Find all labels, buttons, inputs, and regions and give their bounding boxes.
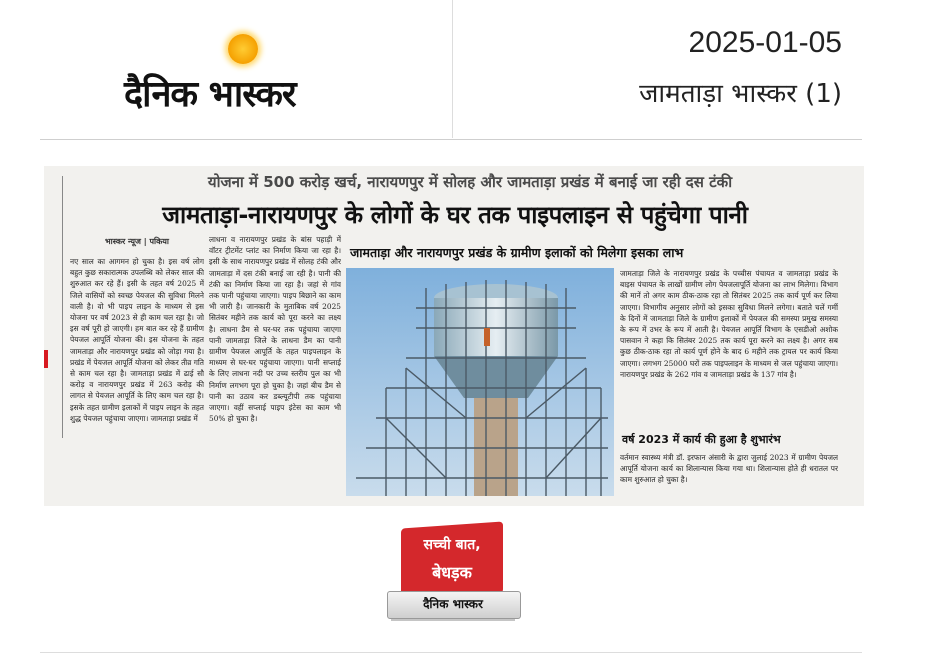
header-divider — [452, 0, 453, 138]
article-column-4: वर्तमान स्वास्थ्य मंत्री डॉ. इरफान अंसारी के द्वारा जुलाई 2023 में ग्रामीण पेयजल आपूर्ति योजना कार्य का शिलान्यास किया गया था। शिलान्यास होते ही धरातल पर काम शुरुआत हो चुका है। — [620, 453, 838, 485]
article-column-2: लाधना व नारायणपुर प्रखंड के बांस पहाड़ी में वॉटर ट्रीटमेंट प्लांट का निर्माण किया जा रहा है। इसी के साथ नारायणपुर प्रखंड में सोलह टंकी और जामताड़ा में दस टंकी बनाई जा रही है। पानी की टंकी का निर्माण किया जा रहा है। जहां से गांव तक पानी पहुंचाया जाएगा। पाइप बिछाने का काम भी जारी है। जानकारी के मुताबिक वर्ष 2025 सितंबर महीने तक कार्य को पूरा करने का लक्ष्य है। लाधना डैम से घर-घर तक पहुंचाया जाएगा पानी जामताड़ा जिले के लाधना डैम का पानी ग्रामीण पेयजल आपूर्ति के तहत पाइपलाइन के माध्यम से घर-घर पहुंचाया जाएगा। पानी सप्लाई के लिए लाधना नदी पर उच्च स्तरीय पुल का भी निर्माण लगभग पूरा हो चुका है। जहां बीच डैम से पानी का उठाव कर डब्ल्यूटीपी तक पहुंचाया जाएगा। वहीं सप्लाई पाइप इंटेस का काम भी 50% हो चुका है। — [209, 235, 341, 424]
water-tank-photo — [346, 268, 614, 496]
footer-rule — [40, 652, 862, 653]
promo-badge — [383, 525, 523, 629]
article-byline: भास्कर न्यूज | पकिया — [105, 237, 169, 246]
header-rule — [40, 139, 862, 140]
article-subheadline: जामताड़ा और नारायणपुर प्रखंड के ग्रामीण इलाकों को मिलेगा इसका लाभ — [350, 245, 684, 260]
article-kicker: योजना में 500 करोड़ खर्च, नारायणपुर में सोलह और जामताड़ा प्रखंड में बनाई जा रही दस टंकी — [207, 173, 733, 191]
sun-icon — [228, 34, 258, 64]
promo-underline — [391, 619, 515, 621]
article-subheadline-2: वर्ष 2023 में कार्य की हुआ है शुभारंभ — [622, 433, 781, 446]
promo-tagline-1: सच्ची बात, — [423, 537, 481, 553]
article-headline: जामताड़ा-नारायणपुर के लोगों के घर तक पाइपलाइन से पहुंचेगा पानी — [162, 201, 748, 229]
adjacent-article-strip — [44, 176, 63, 438]
edition-date: 2025-01-05 — [688, 26, 842, 59]
newspaper-logo — [120, 28, 370, 118]
promo-tagline-2: बेधड़क — [432, 563, 472, 582]
article-column-1: नए साल का आगमन हो चुका है। इस वर्ष लोग बहुत कुछ सकारात्मक उपलब्धि को लेकर साल की शुरुआत कर रहे हैं। इसी के तहत वर्ष 2025 में जिले वासियों को स्वच्छ पेयजल की सुविधा मिलने वाली है। वो भी पाइप लाइन के माध्यम से इस योजना पर वर्ष 2023 से ही काम चल रहा है। जो इस वर्ष पूरी हो जाएगी। हम बात कर रहे हैं ग्रामीण पेयजल आपूर्ति योजना की। इस योजना के तहत जामताड़ा और नारायणपुर प्रखंड को जोड़ा गया है। प्रखंड में पेयजल आपूर्ति योजना को लेकर तीव्र गति से काम चल रहा है। जामताड़ा प्रखंड में ढाई सौ करोड़ व नारायणपुर प्रखंड में 263 करोड़ की लागत से पेयजल आपूर्ति के लिए काम चल रहा है। इसके तहत ग्रामीण इलाकों में पाइप लाइन के तहत शुद्ध पेयजल पहुंचाया जाएगा। जामताड़ा प्रखंड में — [70, 257, 204, 423]
edition-name: जामताड़ा भास्कर (1) — [639, 79, 842, 109]
page-header — [0, 0, 944, 140]
promo-brand-name: दैनिक भास्कर — [423, 597, 483, 611]
red-marker — [44, 350, 48, 368]
brand-name: दैनिक भास्कर — [124, 74, 296, 115]
article-column-3: जामताड़ा जिले के नारायणपुर प्रखंड के पच्चीस पंचायत व जामताड़ा प्रखंड के बाइस पंचायत के लाखों ग्रामीण लोग पेयजलापूर्ति योजना का लाभ मिलेगा। विभाग की मानें तो अगर काम ठीक-ठाक रहा तो सितंबर 2025 तक कार्य पूर्ण कर लिया जाएगा। विभागीय अनुसार लोगों को इसका सुविधा मिलने लगेगा। बताते चलें गर्मी के दिनों में जामताड़ा जिले के ग्रामीण इलाकों में पेयजल की समस्या प्रमुख समस्या के रूप में उभर के रूप में आती है। पेयजल आपूर्ति विभाग के एसडीओ अशोक पासवान ने कहा कि सितंबर 2025 तक कार्य पूरा करने का लक्ष्य है। अगर सब कुछ ठीक-ठाक रहा तो कार्य पूर्ण होने के बाद 6 महीने तक ट्रायल पर कार्य किया जाएगा। लगभग 25000 घरों तक पाइपलाइन के माध्यम से जल पहुंचाया जाएगा। नारायणपुर प्रखंड के 262 गांव व जामताड़ा प्रखंड के 137 गांव है। — [620, 269, 838, 379]
